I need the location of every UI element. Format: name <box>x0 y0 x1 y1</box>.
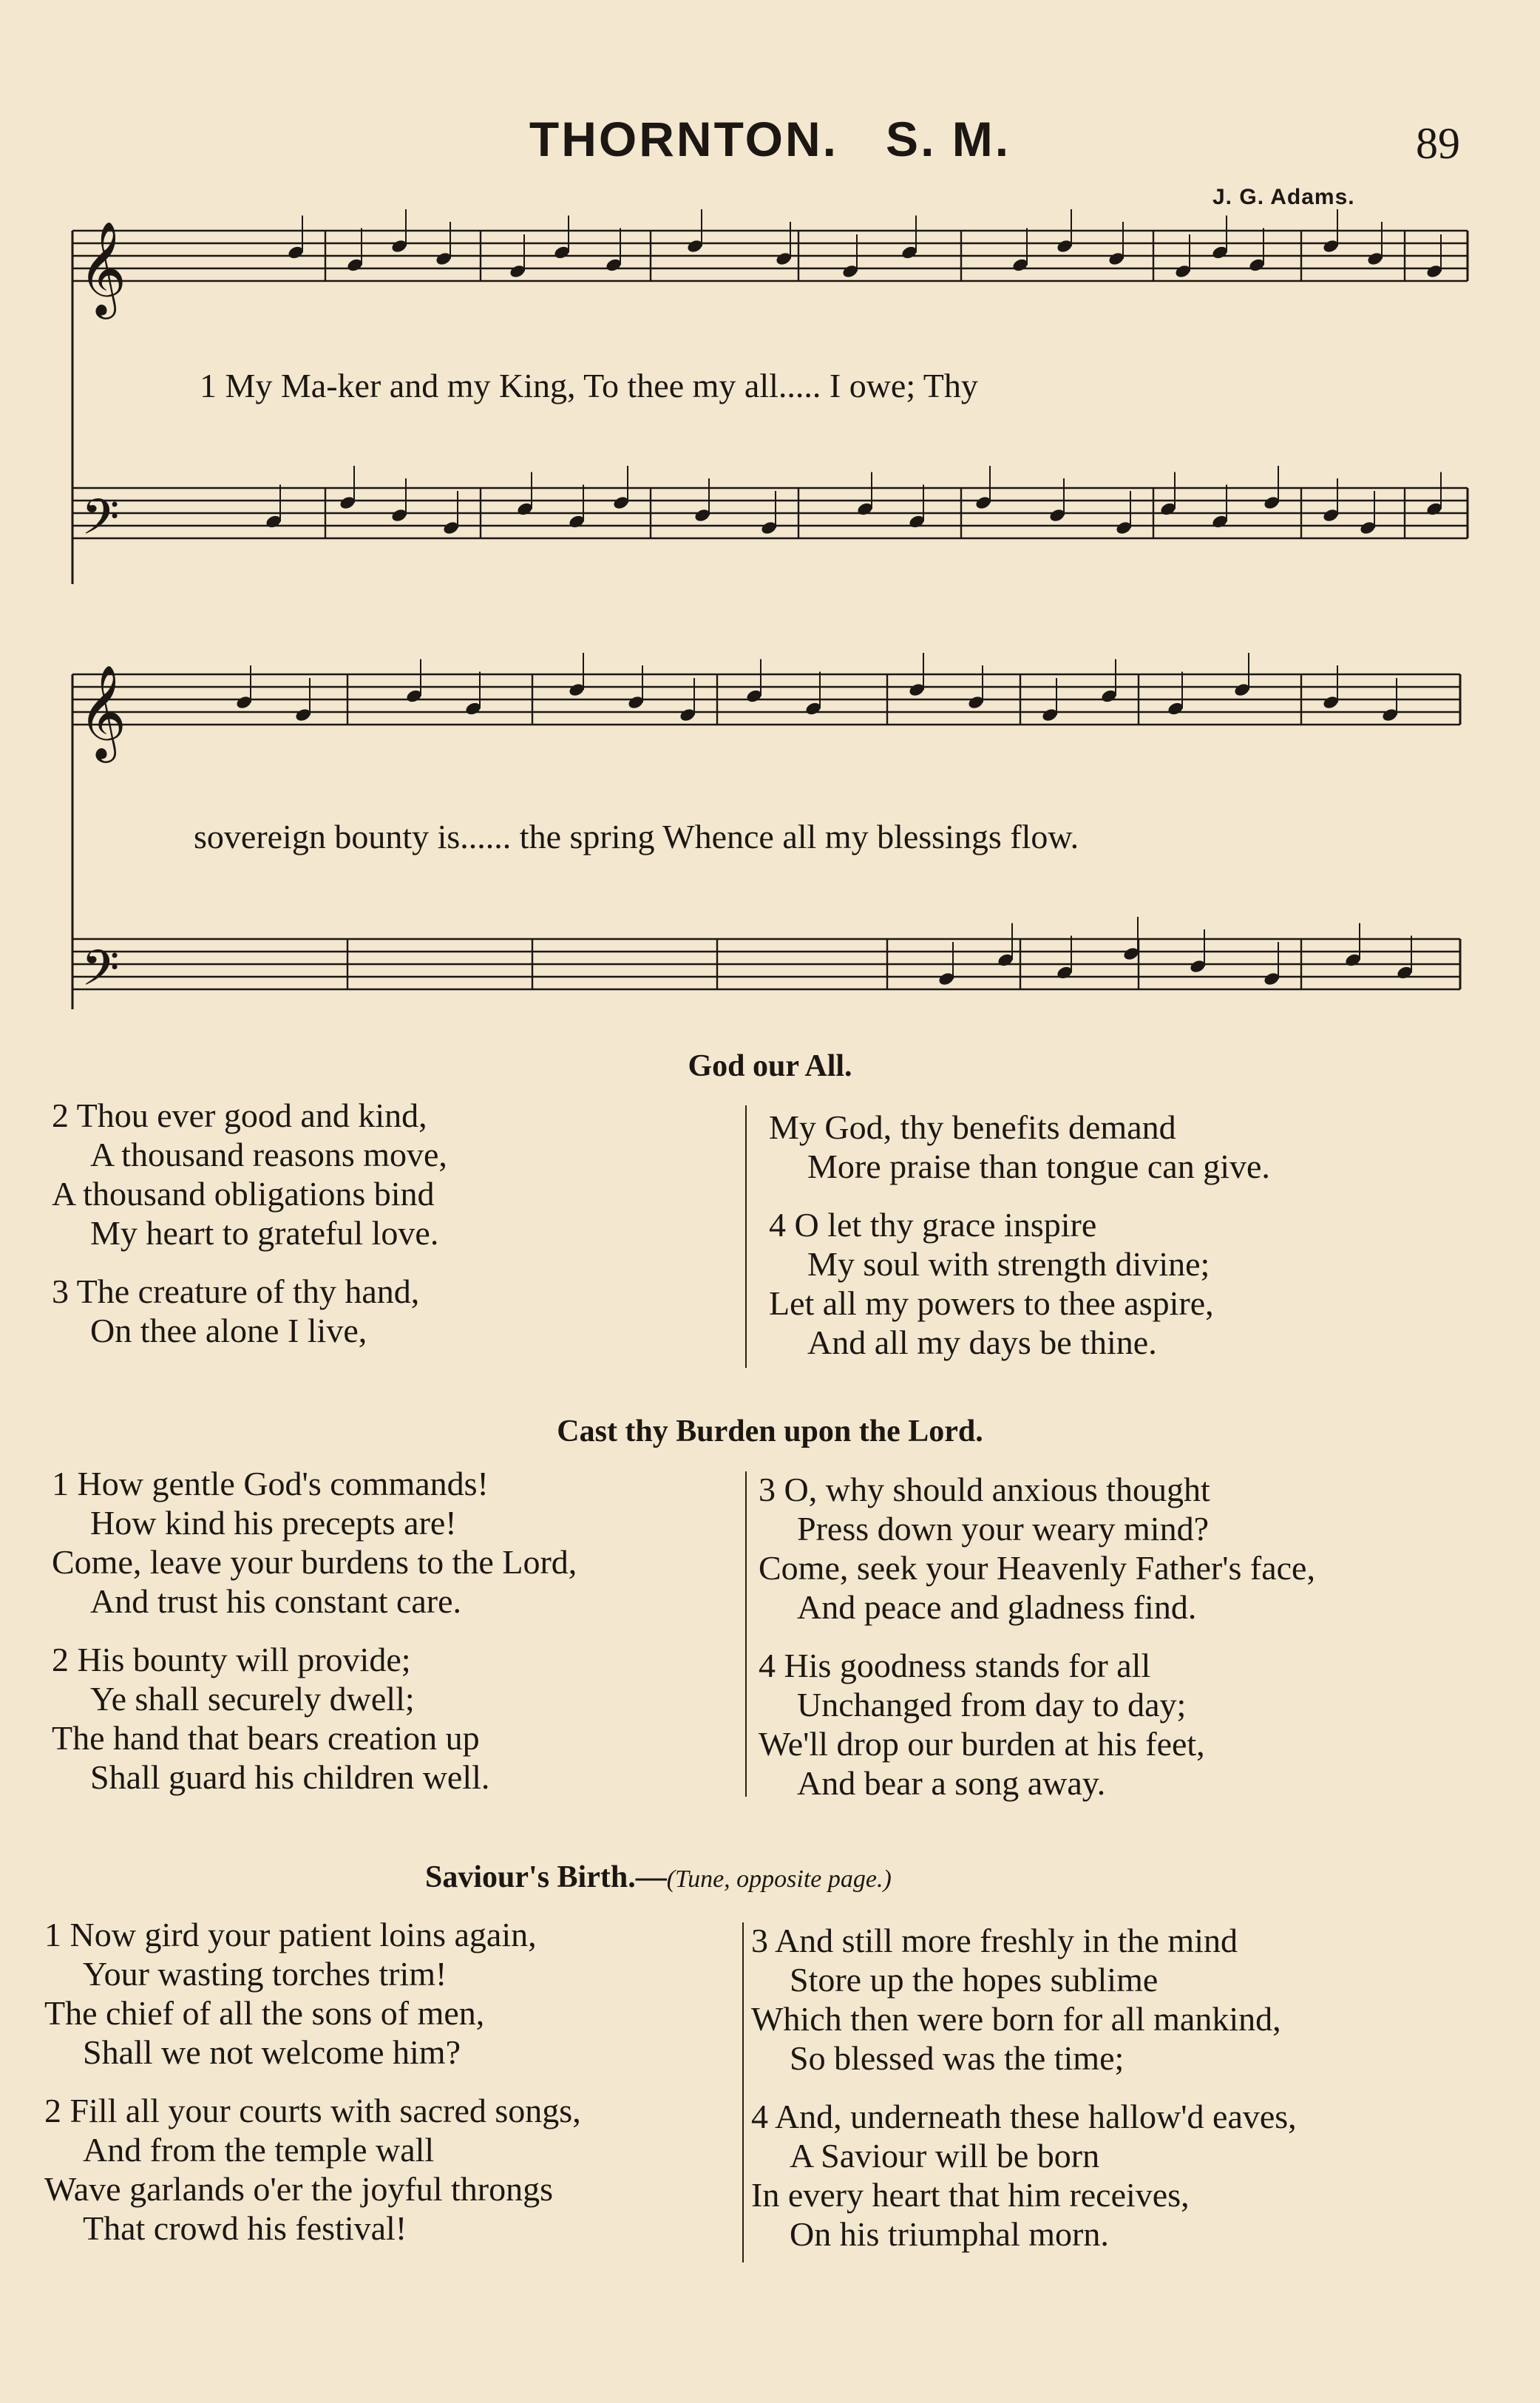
hymn-title: God our All. <box>688 1049 852 1083</box>
verse-line: The hand that bears creation up <box>52 1719 480 1757</box>
svg-text:𝄞: 𝄞 <box>78 220 127 315</box>
svg-text:𝄞: 𝄞 <box>78 664 127 759</box>
hymn-title: Cast thy Burden upon the Lord. <box>557 1414 983 1448</box>
verse-line: We'll drop our burden at his feet, <box>759 1725 1205 1763</box>
verse-line: 4 O let thy grace inspire <box>769 1206 1097 1244</box>
verse-line: More praise than tongue can give. <box>807 1148 1270 1185</box>
music-score <box>0 0 1540 1035</box>
verse-line: 3 The creature of thy hand, <box>52 1272 420 1310</box>
hymn-title <box>425 1860 892 1895</box>
tune-meter: S. M. <box>886 112 1011 166</box>
verse-line: So blessed was the time; <box>790 2039 1125 2077</box>
page-number: 89 <box>1416 119 1460 168</box>
column-divider <box>745 1105 747 1368</box>
verse-line: That crowd his festival! <box>83 2209 407 2247</box>
verse-line: 4 His goodness stands for all <box>759 1647 1151 1684</box>
verse-line: Which then were born for all mankind, <box>751 2000 1281 2038</box>
svg-text:𝄢: 𝄢 <box>81 489 120 557</box>
hymn-1-right-column <box>769 1108 1270 1362</box>
verse-line: 2 Fill all your courts with sacred songs, <box>44 2092 581 2129</box>
verse-line: The chief of all the sons of men, <box>44 1994 485 2032</box>
column-divider <box>742 1922 744 2263</box>
lyrics-line-2: sovereign bounty is...... the spring Whence all my blessings flow. <box>194 818 1079 855</box>
verse-line: How kind his precepts are! <box>90 1504 457 1542</box>
verse-line: In every heart that him receives, <box>751 2176 1190 2214</box>
verse-line: A Saviour will be born <box>790 2137 1100 2175</box>
verse-line: My soul with strength divine; <box>807 1245 1210 1283</box>
verse-line: Come, seek your Heavenly Father's face, <box>759 1549 1315 1587</box>
hymn-1-left-column <box>52 1096 447 1350</box>
verse-line: And peace and gladness find. <box>797 1588 1197 1626</box>
lyrics-line-1: 1 My Ma-ker and my King, To thee my all..... I owe; Thy <box>200 367 978 404</box>
hymn-subtitle: (Tune, opposite page.) <box>666 1865 892 1893</box>
verse-line: Shall we not welcome him? <box>83 2033 461 2071</box>
hymn-2-right-column <box>759 1470 1315 1803</box>
verse-line: Wave garlands o'er the joyful throngs <box>44 2170 554 2208</box>
verse-line: My heart to grateful love. <box>90 1214 439 1252</box>
verse-line: Come, leave your burdens to the Lord, <box>52 1543 577 1581</box>
hymn-3-right-column <box>751 1921 1297 2254</box>
verse-line: Unchanged from day to day; <box>797 1686 1187 1724</box>
verse-line: Store up the hopes sublime <box>790 1961 1159 1999</box>
composer-credit: J. G. Adams. <box>1212 185 1355 209</box>
hymn-title-text: Saviour's Birth.— <box>425 1860 667 1894</box>
verse-line: 1 How gentle God's commands! <box>52 1465 489 1502</box>
column-divider <box>745 1471 747 1797</box>
verse-line: My God, thy benefits demand <box>769 1108 1176 1146</box>
verse-line: 1 Now gird your patient loins again, <box>44 1916 537 1953</box>
verse-line: Your wasting torches trim! <box>83 1955 447 1993</box>
verse-line: Shall guard his children well. <box>90 1758 490 1796</box>
verse-line: Let all my powers to thee aspire, <box>769 1284 1214 1322</box>
verse-line: A thousand reasons move, <box>90 1136 447 1173</box>
verse-line: Ye shall securely dwell; <box>90 1680 415 1718</box>
verse-line: 3 And still more freshly in the mind <box>751 1922 1238 1959</box>
verse-line: A thousand obligations bind <box>52 1175 435 1213</box>
verse-line: 2 His bounty will provide; <box>52 1641 411 1678</box>
verse-line: And bear a song away. <box>797 1764 1106 1802</box>
verse-line: On his triumphal morn. <box>790 2215 1109 2253</box>
verse-line: 2 Thou ever good and kind, <box>52 1097 427 1134</box>
verse-line: And trust his constant care. <box>90 1582 462 1620</box>
tune-name: THORNTON. <box>529 112 839 166</box>
hymn-2-left-column <box>52 1464 577 1797</box>
verse-line: And from the temple wall <box>83 2131 435 2169</box>
verse-line: 4 And, underneath these hallow'd eaves, <box>751 2098 1297 2135</box>
verse-line: Press down your weary mind? <box>797 1510 1210 1548</box>
verse-line: And all my days be thine. <box>807 1323 1157 1361</box>
verse-line: On thee alone I live, <box>90 1312 367 1349</box>
verse-line: 3 O, why should anxious thought <box>759 1471 1210 1508</box>
hymn-3-left-column <box>44 1915 581 2248</box>
svg-text:𝄢: 𝄢 <box>81 940 120 1009</box>
